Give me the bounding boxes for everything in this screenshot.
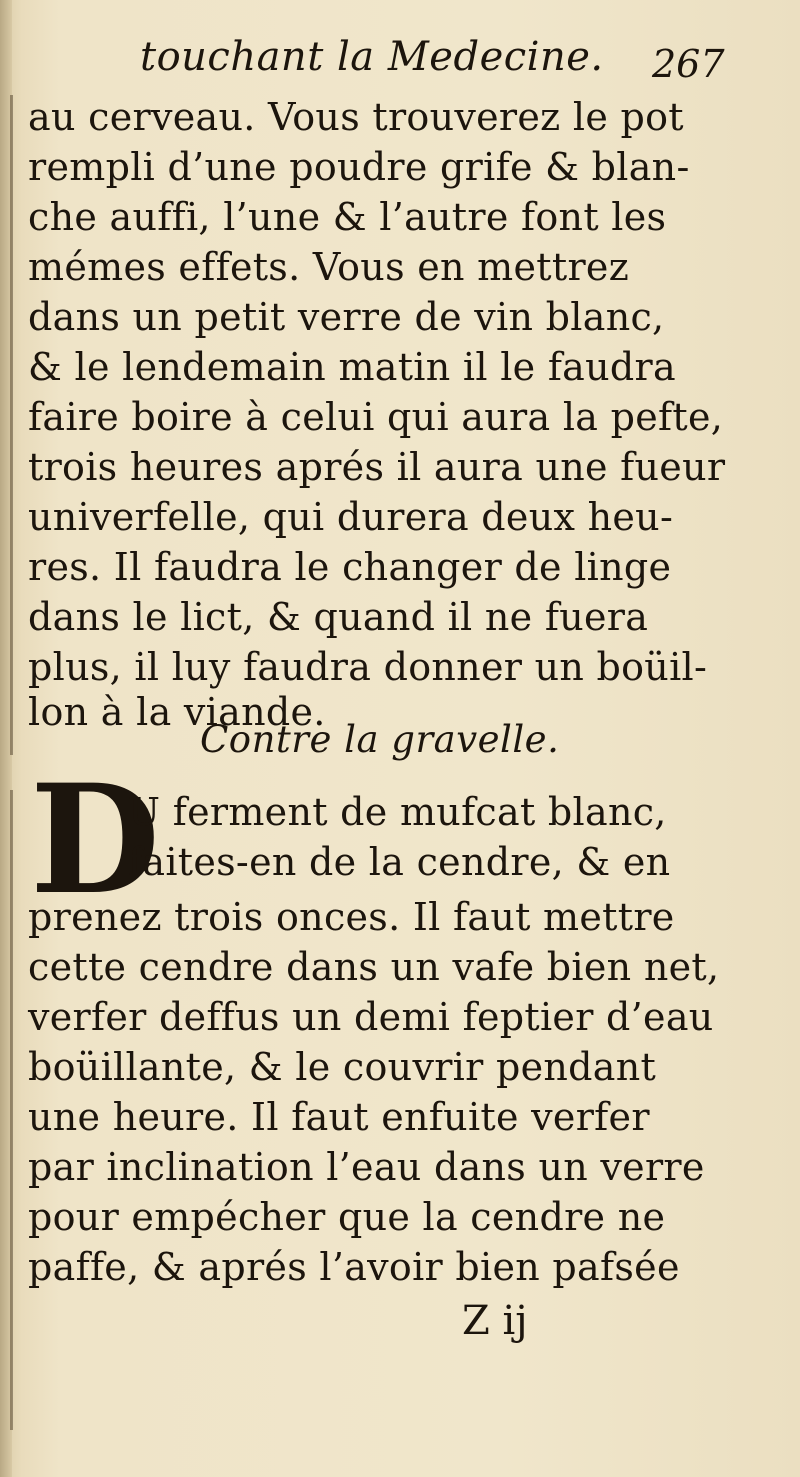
text-line: verfer deffus un demi feptier d’eau [28, 995, 714, 1039]
text-line: dans un petit verre de vin blanc, [28, 295, 665, 339]
text-line: pour empécher que la cendre ne [28, 1195, 666, 1239]
text-line: faire boire à celui qui aura la pefte, [28, 395, 724, 439]
text-line: univerfelle, qui durera deux heu- [28, 495, 674, 539]
page-number: 267 [652, 42, 725, 86]
text-line: par inclination l’eau dans un verre [28, 1145, 705, 1189]
drop-cap: D [30, 752, 161, 928]
text-line: che auffi, l’une & l’autre font les [28, 195, 667, 239]
binding-shadow [10, 95, 13, 755]
signature-mark: Z ij [462, 1298, 528, 1344]
text-line: cette cendre dans un vafe bien net, [28, 945, 720, 989]
section-heading: Contre la gravelle. [200, 718, 560, 761]
running-title: touchant la Medecine. [140, 34, 604, 80]
text-line: paffe, & aprés l’avoir bien pafsée [28, 1245, 680, 1289]
text-line: plus, il luy faudra donner un boüil- [28, 645, 708, 689]
text-line: & le lendemain matin il le faudra [28, 345, 676, 389]
text-line: une heure. Il faut enfuite verfer [28, 1095, 650, 1139]
text-line: dans le lict, & quand il ne fuera [28, 595, 649, 639]
text-line: boüillante, & le couvrir pendant [28, 1045, 657, 1089]
text-line: faites-en de la cendre, & en [128, 840, 671, 884]
text-line: U ferment de mufcat blanc, [128, 790, 667, 834]
text-line: trois heures aprés il aura une fueur [28, 445, 726, 489]
text-line: rempli d’une poudre grife & blan- [28, 145, 690, 189]
text-line: res. Il faudra le changer de linge [28, 545, 672, 589]
page-header [0, 28, 800, 100]
binding-shadow [10, 790, 13, 1430]
text-line: prenez trois onces. Il faut mettre [28, 895, 675, 939]
text-line: mémes effets. Vous en mettrez [28, 245, 630, 289]
text-line: lon à la viande. [28, 690, 326, 734]
text-line: au cerveau. Vous trouverez le pot [28, 95, 684, 139]
